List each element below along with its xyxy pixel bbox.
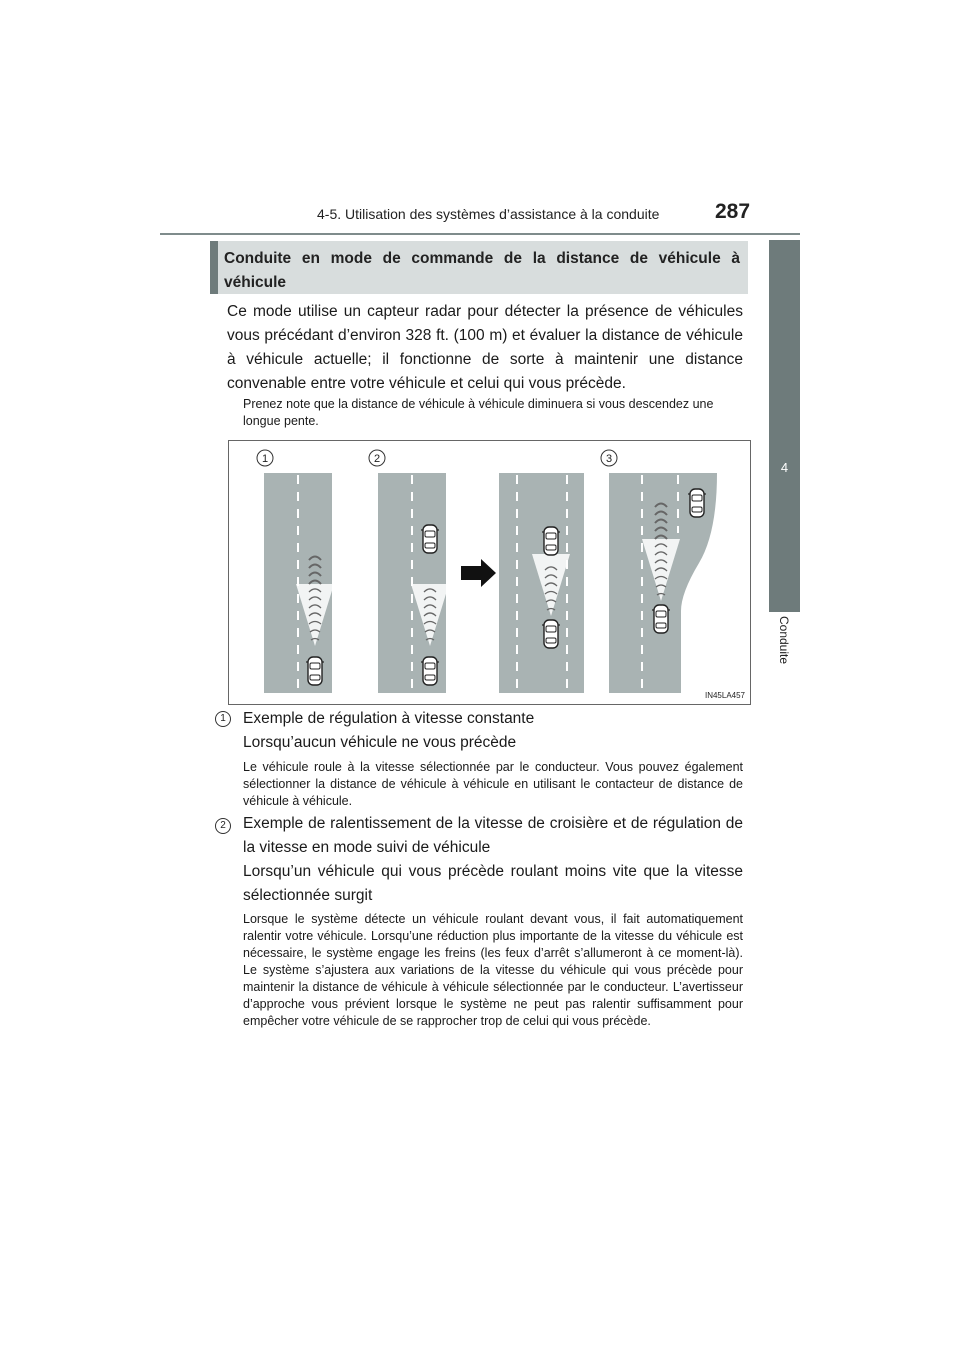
own-vehicle-4 <box>652 605 670 633</box>
acc-illustration <box>228 440 751 705</box>
svg-text:1: 1 <box>261 453 269 465</box>
item-1-subtitle: Lorsqu’aucun véhicule ne vous précède <box>243 734 517 751</box>
preceding-vehicle-3 <box>542 527 560 555</box>
item-marker-1: 1 <box>215 711 231 727</box>
svg-text:2: 2 <box>373 453 381 465</box>
item-marker-2: 2 <box>215 818 231 834</box>
figure-marker-1 <box>257 450 273 466</box>
chapter-label: Conduite <box>777 615 791 665</box>
running-header: 4-5. Utilisation des systèmes d’assistance à la conduite <box>317 206 660 222</box>
item-2-description: Lorsque le système détecte un véhicule roulant devant vous, il fait automatiquement ralentir votre véhicule. Lorsqu’une réduction plus importante de la vitesse du véhicule est nécessaire, le système engage les freins (les feux d’arrêt s’allumeront à ce moment-là). Le système s’ajustera aux variations de la vitesse du véhicule qui vous précède pour maintenir la distance de véhicule à véhicule sélectionnée par le conducteur. L’avertisseur d’approche vous prévient lorsque le système ne peut pas ralentir suffisamment pour empêcher votre véhicule de se rapprocher trop de celui qui vous précède. <box>243 912 743 1028</box>
intro-note: Prenez note que la distance de véhicule à véhicule diminuera si vous descendez une longue pente. <box>243 397 714 428</box>
item-1-title: Exemple de régulation à vitesse constante <box>243 710 535 727</box>
figure-marker-3 <box>601 450 617 466</box>
illustration-svg <box>229 441 750 704</box>
chapter-number: 4 <box>780 460 789 475</box>
item-2-subtitle: Lorsqu’un véhicule qui vous précède roulant moins vite que la vitesse sélectionnée surgit <box>243 863 743 904</box>
section-heading: Conduite en mode de commande de la distance de véhicule à véhicule <box>224 250 740 291</box>
header-rule <box>160 233 800 235</box>
item-1-description: Le véhicule roule à la vitesse sélectionnée par le conducteur. Vous pouvez également sélectionner la distance de véhicule à véhicule en utilisant le contacteur de distance de véhicule à véhicule. <box>243 760 743 808</box>
svg-text:3: 3 <box>605 453 613 465</box>
chapter-tab <box>769 240 800 612</box>
arrow-icon <box>461 559 496 587</box>
preceding-vehicle-4 <box>688 489 706 517</box>
own-vehicle-2 <box>421 657 439 685</box>
section-heading-accent <box>210 241 218 294</box>
preceding-vehicle-2 <box>421 525 439 553</box>
page-number: 287 <box>715 200 751 223</box>
intro-paragraph: Ce mode utilise un capteur radar pour détecter la présence de véhicules vous précédant d’environ 328 ft. (100 m) et évaluer la distance de véhicule à véhicule actuelle; il fonctionne de sorte à maintenir une distance convenable entre votre véhicule et celui qui vous précède. <box>227 303 743 392</box>
figure-marker-2 <box>369 450 385 466</box>
item-2-title: Exemple de ralentissement de la vitesse de croisière et de régulation de la vitesse en mode suivi de véhicule <box>243 815 743 856</box>
figure-code: IN45LA457 <box>704 691 745 700</box>
own-vehicle-1 <box>306 657 324 685</box>
own-vehicle-3 <box>542 620 560 648</box>
